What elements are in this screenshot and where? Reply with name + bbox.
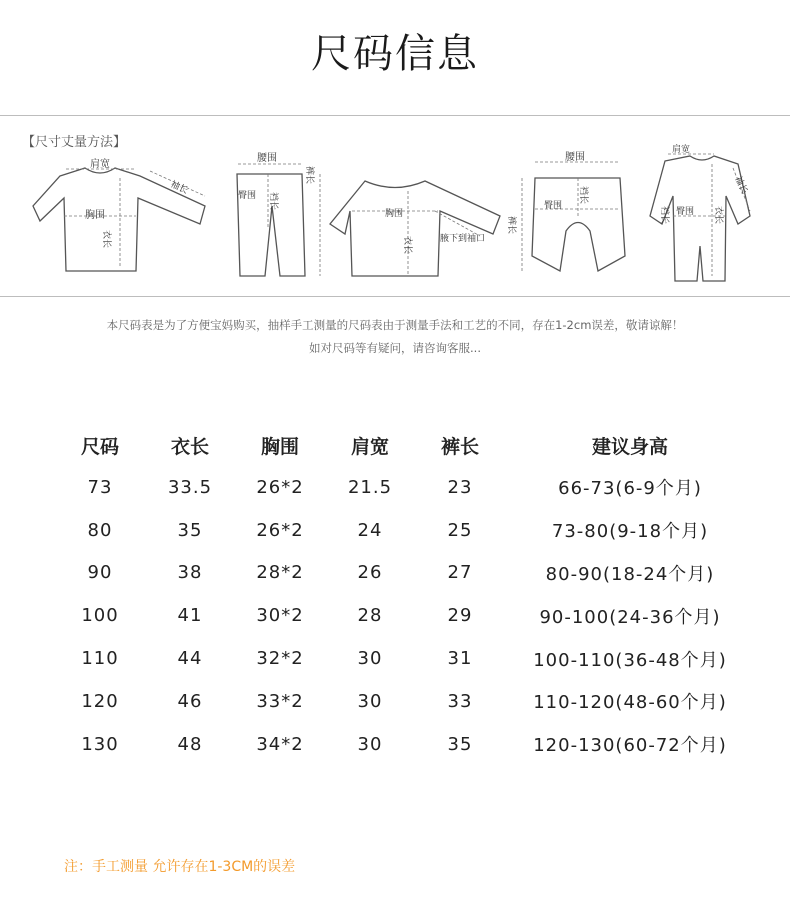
disclaimer-note: 本尺码表是为了方便宝妈购买，抽样手工测量的尺码表由于测量手法和工艺的不同，存在1-2cm误差，敬请谅解！ (106, 318, 684, 332)
cell-shoulder: 30 (357, 690, 383, 712)
table-row (55, 509, 755, 552)
cell-height: 100-110(36-48个月) (533, 649, 727, 671)
table-row (55, 594, 755, 637)
cell-size: 73 (87, 476, 113, 498)
waist-label: 腰围 (257, 153, 277, 164)
cell-length: 35 (177, 519, 203, 541)
diagram-label: 【尺寸丈量方法】 (22, 135, 127, 150)
cell-height: 66-73(6-9个月) (558, 478, 702, 500)
pants-length-label-baby: 裤长 (506, 216, 516, 235)
cell-size: 80 (87, 519, 113, 541)
sleeve-label: 袖长 (168, 179, 190, 197)
cell-pants-length: 35 (447, 733, 473, 755)
cell-pants-length: 27 (447, 562, 473, 584)
cell-pants-length: 23 (447, 476, 473, 498)
header-length: 衣长 (170, 435, 209, 458)
page-title: 尺码信息 (311, 31, 479, 77)
sleeve-label-romper: 袖长 (732, 175, 749, 196)
cell-length: 46 (177, 690, 203, 712)
cell-height: 110-120(48-60个月) (533, 692, 727, 714)
table-row (55, 466, 755, 509)
cell-height: 73-80(9-18个月) (551, 521, 709, 543)
chest-label: 胸围 (85, 210, 105, 221)
length-label-romper: 衣长 (713, 206, 723, 225)
cell-chest: 26*2 (256, 476, 304, 498)
raglan-top-illustration (330, 181, 500, 276)
waist-label-baby: 腰围 (565, 152, 585, 163)
cell-size: 120 (81, 690, 119, 712)
cell-height: 90-100(24-36个月) (539, 606, 721, 628)
cell-shoulder: 28 (357, 605, 383, 627)
cell-pants-length: 33 (447, 690, 473, 712)
header-chest: 胸围 (260, 435, 299, 458)
shoulder-label-romper: 肩宽 (672, 145, 691, 155)
cell-length: 33.5 (167, 476, 213, 498)
table-row (55, 723, 755, 766)
cell-length: 38 (177, 562, 203, 584)
hip-label-romper: 臀围 (676, 207, 695, 217)
cell-pants-length: 25 (447, 519, 473, 541)
cell-shoulder: 24 (357, 519, 383, 541)
length-label-raglan: 衣长 (402, 236, 412, 255)
contact-note: 如对尺码等有疑问，请咨询客服... (309, 341, 481, 355)
cell-pants-length: 29 (447, 605, 473, 627)
table-row (55, 552, 755, 595)
garment-illustrations (0, 116, 790, 296)
cell-height: 120-130(60-72个月) (533, 735, 727, 757)
cell-length: 44 (177, 648, 203, 670)
cell-chest: 32*2 (256, 648, 304, 670)
table-row (55, 680, 755, 723)
hip-label-baby: 臀围 (544, 201, 563, 211)
table-row (55, 637, 755, 680)
cell-size: 110 (81, 648, 119, 670)
footnote: 注：手工测量 允许存在1-3CM的误差 (64, 859, 296, 875)
header-pants-length: 裤长 (440, 435, 479, 458)
cell-size: 90 (87, 562, 113, 584)
hip-label-pants: 臀围 (238, 191, 257, 201)
rise-label: 裆长 (268, 192, 278, 211)
cell-chest: 33*2 (256, 690, 304, 712)
cell-chest: 34*2 (256, 733, 304, 755)
cell-shoulder: 30 (357, 648, 383, 670)
size-chart-table (55, 424, 755, 766)
pants-length-label: 裤长 (304, 166, 314, 185)
rise-label-baby: 裆长 (578, 186, 588, 205)
cell-pants-length: 31 (447, 648, 473, 670)
header-height: 建议身高 (591, 435, 668, 458)
cell-chest: 30*2 (256, 605, 304, 627)
cell-shoulder: 30 (357, 733, 383, 755)
cell-chest: 26*2 (256, 519, 304, 541)
table-header-row (55, 424, 755, 466)
measurement-diagram (0, 115, 790, 297)
cell-size: 100 (81, 605, 119, 627)
header-shoulder: 肩宽 (350, 435, 389, 458)
cell-length: 48 (177, 733, 203, 755)
cell-length: 41 (177, 605, 203, 627)
rise-label-romper: 裆长 (659, 206, 669, 225)
cell-height: 80-90(18-24个月) (545, 563, 715, 585)
cell-size: 130 (81, 733, 119, 755)
cell-shoulder: 26 (357, 562, 383, 584)
pants-illustration (237, 174, 305, 276)
chest-label-raglan: 胸围 (385, 209, 404, 219)
cell-shoulder: 21.5 (347, 476, 393, 498)
armpit-to-cuff-label: 腋下到袖口 (440, 234, 486, 244)
cell-chest: 28*2 (256, 562, 304, 584)
length-label: 衣长 (101, 230, 111, 249)
shoulder-label: 肩宽 (90, 159, 110, 170)
header-size: 尺码 (80, 435, 119, 458)
